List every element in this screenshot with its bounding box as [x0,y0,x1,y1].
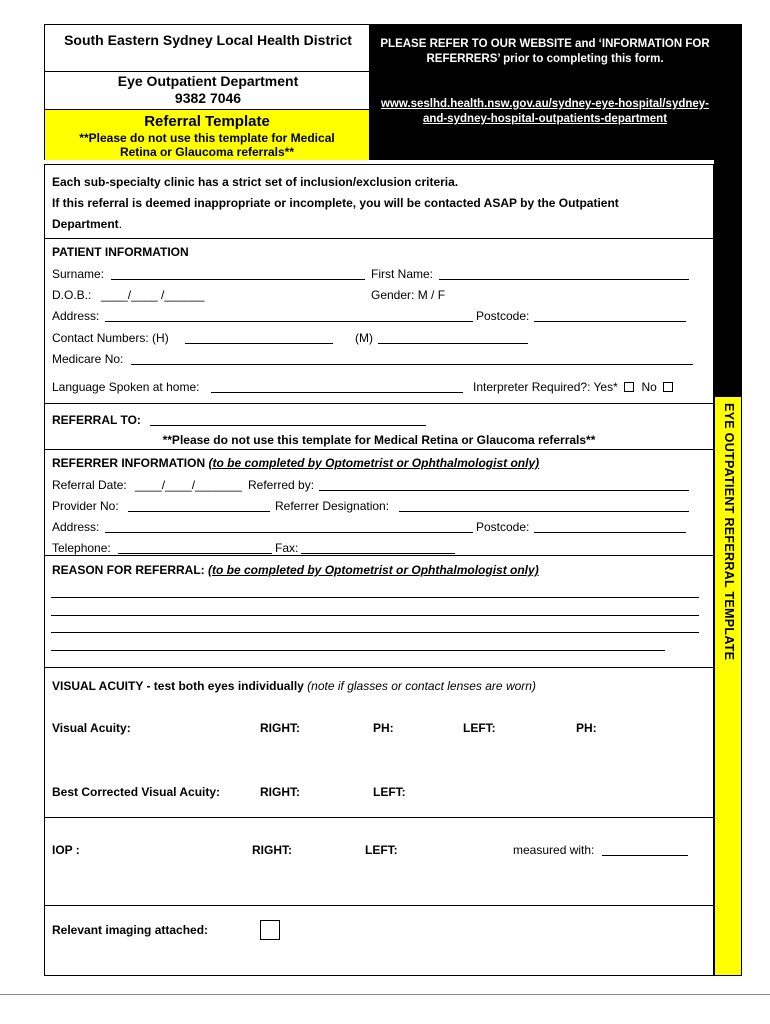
side-label: EYE OUTPATIENT REFERRAL TEMPLATE [722,403,736,661]
divider [45,71,371,72]
intro-line-2: If this referral is deemed inappropriate or incomplete, you will be contacted ASAP by the Outpatient [52,196,619,210]
provider-label: Provider No: [52,499,119,513]
patient-heading: PATIENT INFORMATION [52,245,189,259]
referral-warning: **Please do not use this template for Medical Retina or Glaucoma referrals** [162,433,596,447]
visual-heading-note: (note if glasses or contact lenses are worn) [307,679,536,693]
imaging-checkbox[interactable] [260,920,280,940]
interpreter-label: Interpreter Required?: Yes* [473,380,618,394]
measured-with-label: measured with: [513,843,595,857]
address-label: Address: [52,309,100,323]
divider [45,238,713,239]
website-link[interactable]: www.seslhd.health.nsw.gov.au/sydney-eye-hospital/sydney-and-sydney-hospital-outpatients-department [380,98,710,125]
iop-label: IOP : [52,843,80,857]
header-strip [714,24,742,176]
dob-field[interactable]: ____/____ /______ [101,288,205,302]
referrer-heading-note: (to be completed by Optometrist or Ophthalmologist only) [208,456,540,470]
iop-left-label: LEFT: [365,843,398,857]
divider [45,905,713,906]
intro-line-3: Department. [52,217,123,231]
fax-field[interactable] [301,553,455,554]
va-left-label: LEFT: [463,721,496,735]
divider [45,817,713,818]
website-notice-box [370,24,726,160]
reason-line[interactable] [51,650,665,651]
template-title: Referral Template [144,113,270,130]
first-name-label: First Name: [371,267,434,281]
mobile-label: (M) [355,331,373,345]
iop-right-label: RIGHT: [252,843,292,857]
department-block [45,73,371,107]
reason-heading-note: (to be completed by Optometrist or Ophthalmologist only) [208,563,539,577]
designation-field[interactable] [399,511,689,512]
surname-field[interactable] [111,279,365,280]
interpreter-yes-checkbox[interactable] [624,382,634,392]
measured-with-field[interactable] [602,855,688,856]
imaging-label: Relevant imaging attached: [52,923,209,937]
header-info-box [44,24,370,160]
visual-heading: VISUAL ACUITY - test both eyes individually (note if glasses or contact lenses are worn) [52,679,536,693]
side-label-bar [714,396,742,976]
referral-date-label: Referral Date: [52,478,127,492]
referrer-address-label: Address: [52,520,100,534]
gender-field[interactable]: Gender: M / F [371,288,446,302]
organization-name: South Eastern Sydney Local Health District [64,32,352,48]
medicare-label: Medicare No: [52,352,124,366]
contact-label: Contact Numbers: (H) [52,331,169,345]
mobile-field[interactable] [378,343,528,344]
home-phone-field[interactable] [185,343,333,344]
referral-to-field[interactable] [150,425,426,426]
referred-by-label: Referred by: [248,478,315,492]
reason-line[interactable] [51,615,699,616]
visual-acuity-label: Visual Acuity: [52,721,131,735]
divider [45,555,713,556]
referral-to-label: REFERRAL TO: [52,413,141,427]
surname-label: Surname: [52,267,105,281]
intro-line-1: Each sub-specialty clinic has a strict set of inclusion/exclusion criteria. [52,175,459,189]
va-left-ph-label: PH: [576,721,597,735]
divider [45,667,713,668]
fax-label: Fax: [275,541,299,555]
department-name: Eye Outpatient Department [117,73,299,89]
referrer-postcode-label: Postcode: [476,520,530,534]
va-right-label: RIGHT: [260,721,300,735]
bcva-left-label: LEFT: [373,785,406,799]
postcode-label: Postcode: [476,309,530,323]
referrer-postcode-field[interactable] [534,532,686,533]
department-phone: 9382 7046 [174,90,242,106]
side-black-bar [714,176,742,396]
first-name-field[interactable] [439,279,689,280]
divider [45,403,713,404]
address-field[interactable] [105,321,473,322]
referred-by-field[interactable] [319,490,689,491]
medicare-field[interactable] [131,364,693,365]
referral-form [44,164,714,976]
referrer-address-field[interactable] [105,532,473,533]
interpreter-no-checkbox[interactable] [663,382,673,392]
referrer-heading: REFERRER INFORMATION (to be completed by Optometrist or Ophthalmologist only) [52,456,540,470]
dob-label: D.O.B.: [52,288,92,302]
designation-label: Referrer Designation: [275,499,390,513]
telephone-field[interactable] [118,553,272,554]
language-field[interactable] [211,392,463,393]
bcva-right-label: RIGHT: [260,785,300,799]
reason-line[interactable] [51,632,699,633]
bcva-label: Best Corrected Visual Acuity: [52,785,221,799]
provider-field[interactable] [128,511,270,512]
divider [45,449,713,450]
footer-divider [0,994,770,995]
website-notice: PLEASE REFER TO OUR WEBSITE and ‘INFORMATION FOR REFERRERS’ prior to completing this form. [380,38,710,65]
referral-date-field[interactable]: ____/____/_______ [135,478,242,492]
reason-heading: REASON FOR REFERRAL: (to be completed by Optometrist or Ophthalmologist only) [52,563,539,577]
interpreter-no-label: No [641,380,657,394]
va-right-ph-label: PH: [373,721,394,735]
template-warning: **Please do not use this template for Medical Retina or Glaucoma referrals** [79,131,335,159]
template-banner [45,109,369,160]
interpreter-question [473,380,673,394]
language-label: Language Spoken at home: [52,380,200,394]
reason-line[interactable] [51,597,699,598]
postcode-field[interactable] [534,321,686,322]
telephone-label: Telephone: [52,541,111,555]
